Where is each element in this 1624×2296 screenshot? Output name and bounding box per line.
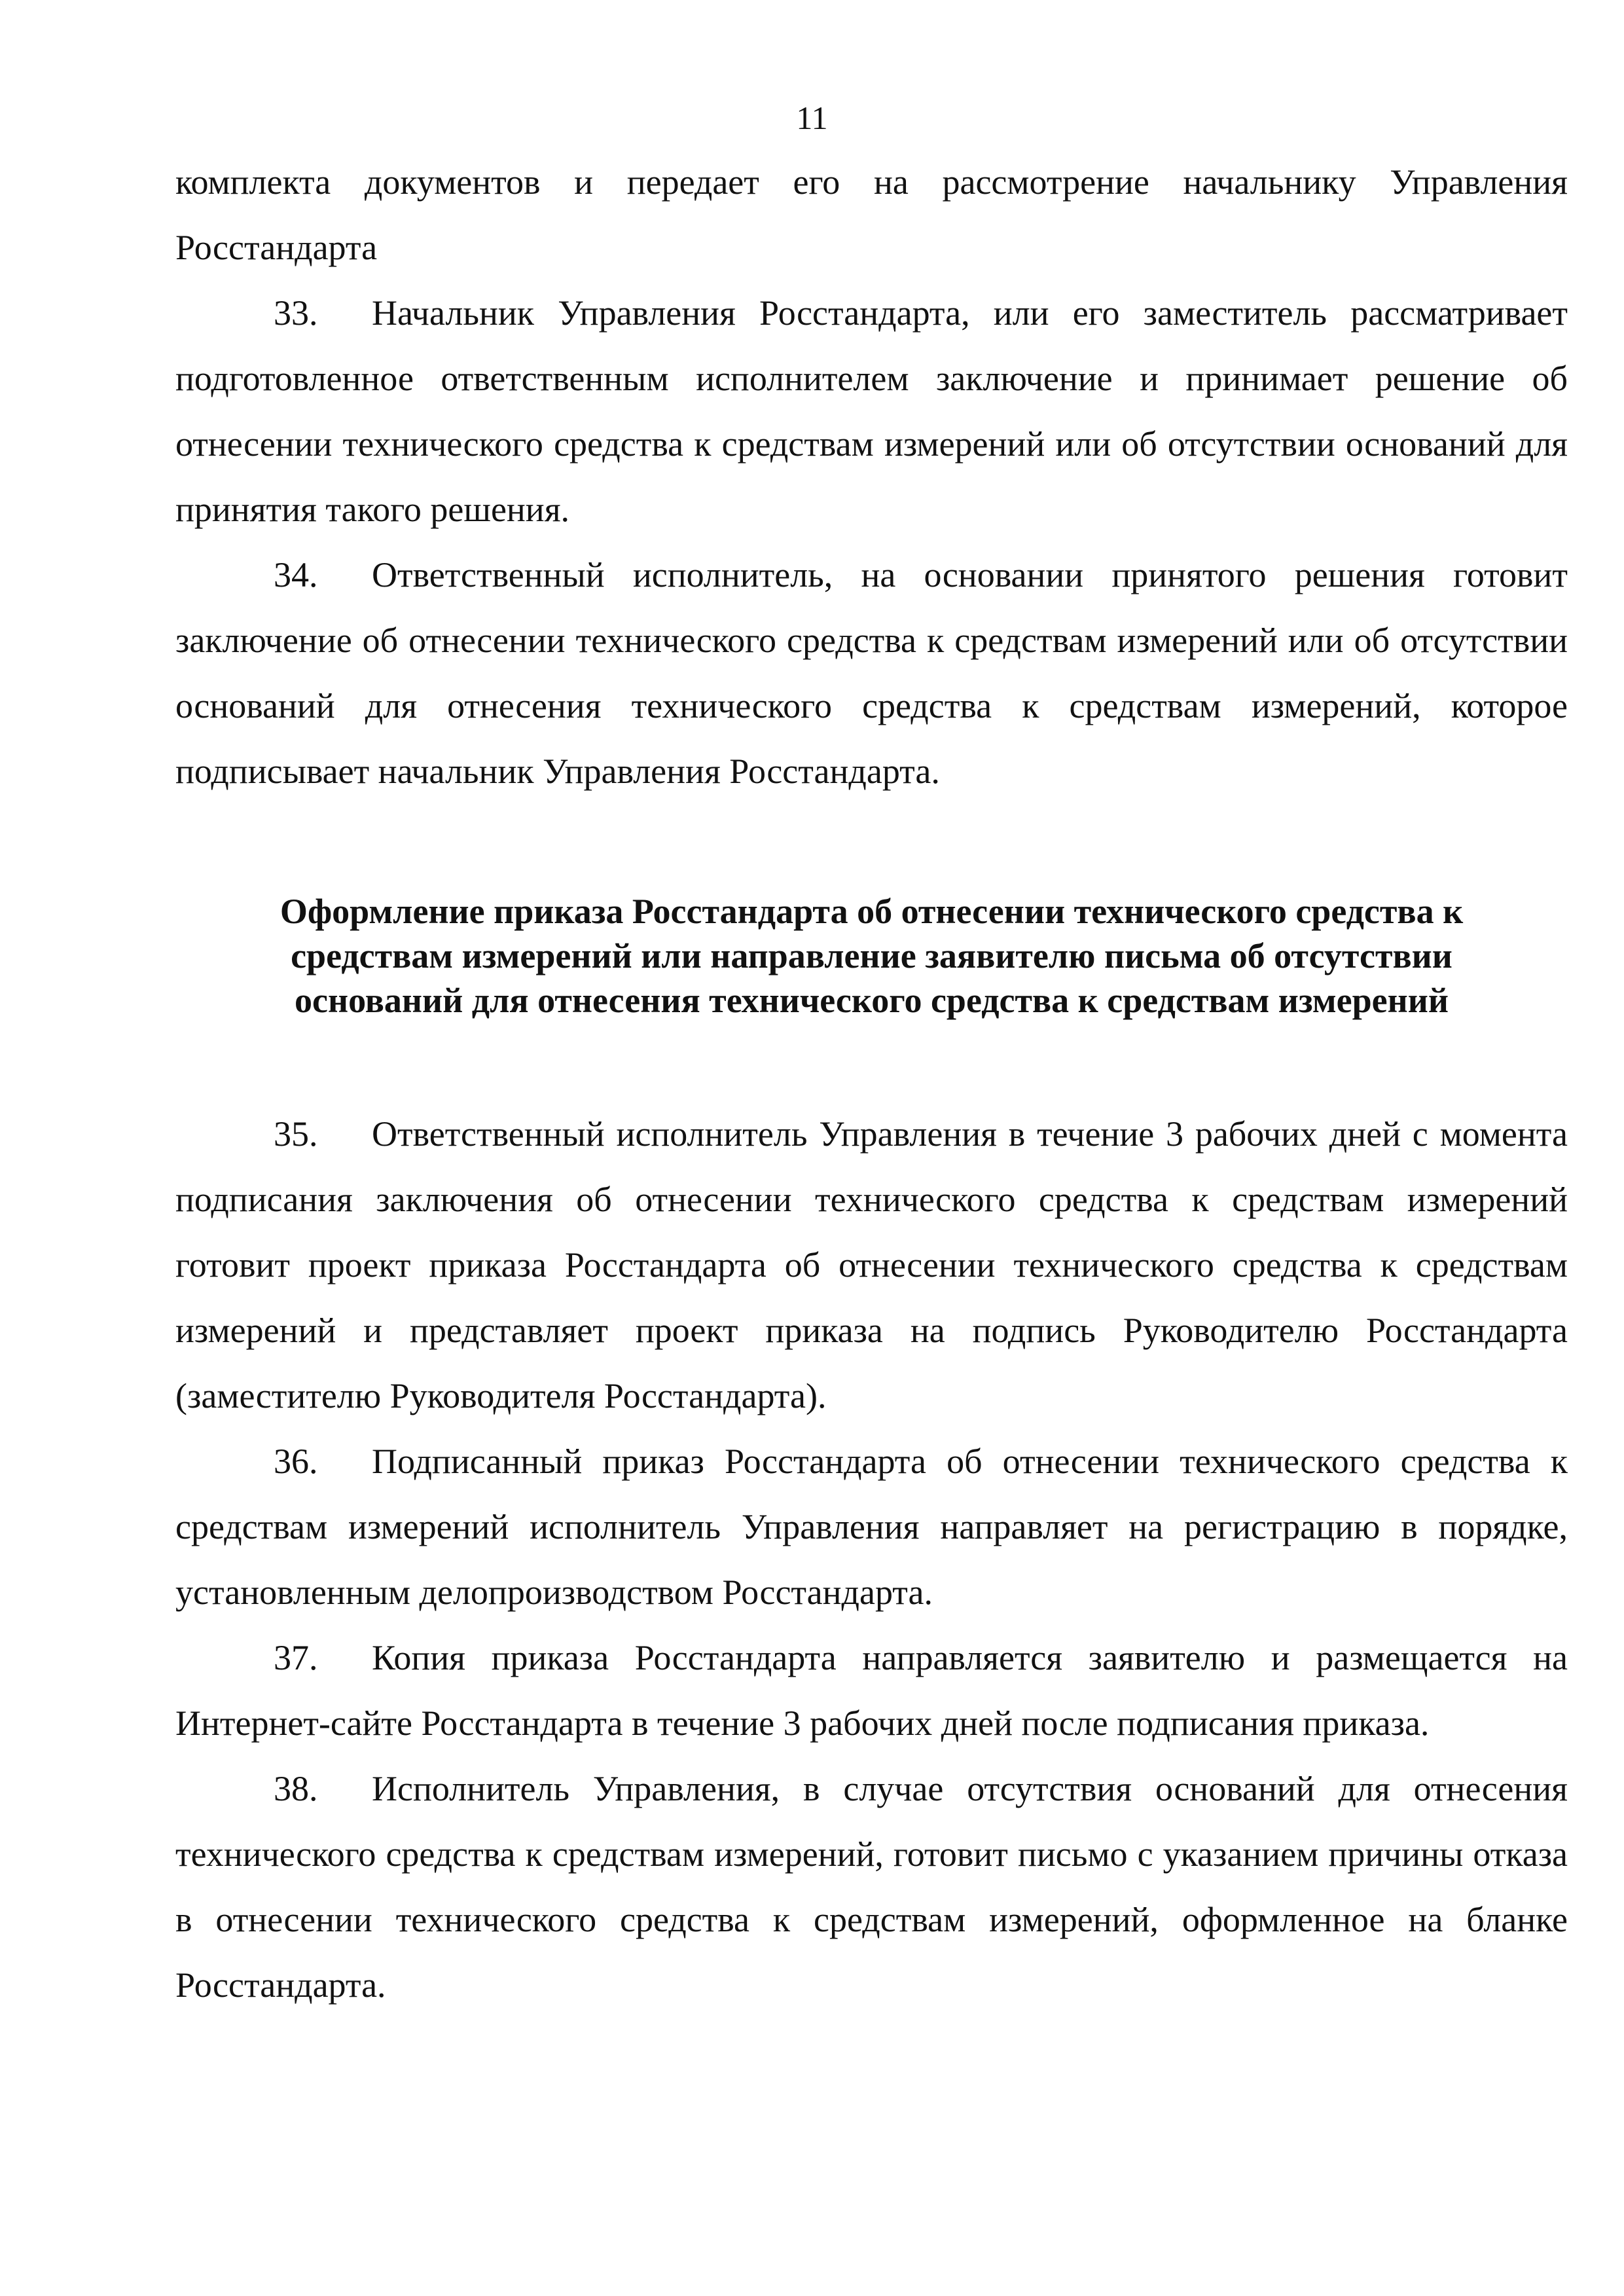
paragraph-text: Копия приказа Росстандарта направляется заявителю и размещается на Интернет-сайте Росстандарта в течение 3 рабочих дней после подписания приказа. <box>175 1638 1568 1743</box>
paragraph-36 <box>175 1429 1568 1625</box>
paragraph-number: 37. <box>274 1638 318 1677</box>
paragraph-number: 35. <box>274 1114 318 1154</box>
section-heading <box>175 889 1568 1023</box>
paragraph-text: Ответственный исполнитель Управления в течение 3 рабочих дней с момента подписания заключения об отнесении технического средства к средствам измерений готовит проект приказа Росстандарта об отнесении технического средства к средствам измерений и представляет проект приказа на подпись Руководителю Росстандарта (заместителю Руководителя Росстандарта). <box>175 1114 1568 1415</box>
paragraph-text: Исполнитель Управления, в случае отсутствия оснований для отнесения технического средства к средствам измерений, готовит письмо с указанием причины отказа в отнесении технического средства к средствам измерений, оформленное на бланке Росстандарта. <box>175 1769 1568 2005</box>
section-heading-line: Оформление приказа Росстандарта об отнесении технического средства к <box>280 892 1464 931</box>
page-number: 11 <box>796 100 828 136</box>
paragraph-text: комплекта документов и передает его на рассмотрение начальнику Управления Росстандарта <box>175 162 1568 267</box>
paragraph-number: 33. <box>274 293 318 333</box>
paragraph-text: Начальник Управления Росстандарта, или его заместитель рассматривает подготовленное ответственным исполнителем заключение и принимает решение об отнесении технического средства к средствам измерений или об отсутствии оснований для принятия такого решения. <box>175 293 1568 529</box>
paragraph-number: 36. <box>274 1442 318 1481</box>
paragraph-37 <box>175 1625 1568 1756</box>
paragraph-number: 38. <box>274 1769 318 1808</box>
paragraph-33 <box>175 280 1568 542</box>
paragraph-text: Подписанный приказ Росстандарта об отнесении технического средства к средствам измерений исполнитель Управления направляет на регистрацию в порядке, установленным делопроизводством Росстандарта. <box>175 1442 1568 1612</box>
paragraph-number: 34. <box>274 555 318 594</box>
paragraph-text: Ответственный исполнитель, на основании принятого решения готовит заключение об отнесении технического средства к средствам измерений или об отсутствии оснований для отнесения технического средства к средствам измерений, которое подписывает начальник Управления Росстандарта. <box>175 555 1568 791</box>
section-heading-line: оснований для отнесения технического средства к средствам измерений <box>295 981 1449 1020</box>
paragraph-continuation <box>175 149 1568 280</box>
section-heading-line: средствам измерений или направление заявителю письма об отсутствии <box>291 936 1453 975</box>
paragraph-34 <box>175 542 1568 804</box>
paragraph-35 <box>175 1101 1568 1429</box>
document-body <box>175 149 1568 2018</box>
paragraph-38 <box>175 1756 1568 2018</box>
